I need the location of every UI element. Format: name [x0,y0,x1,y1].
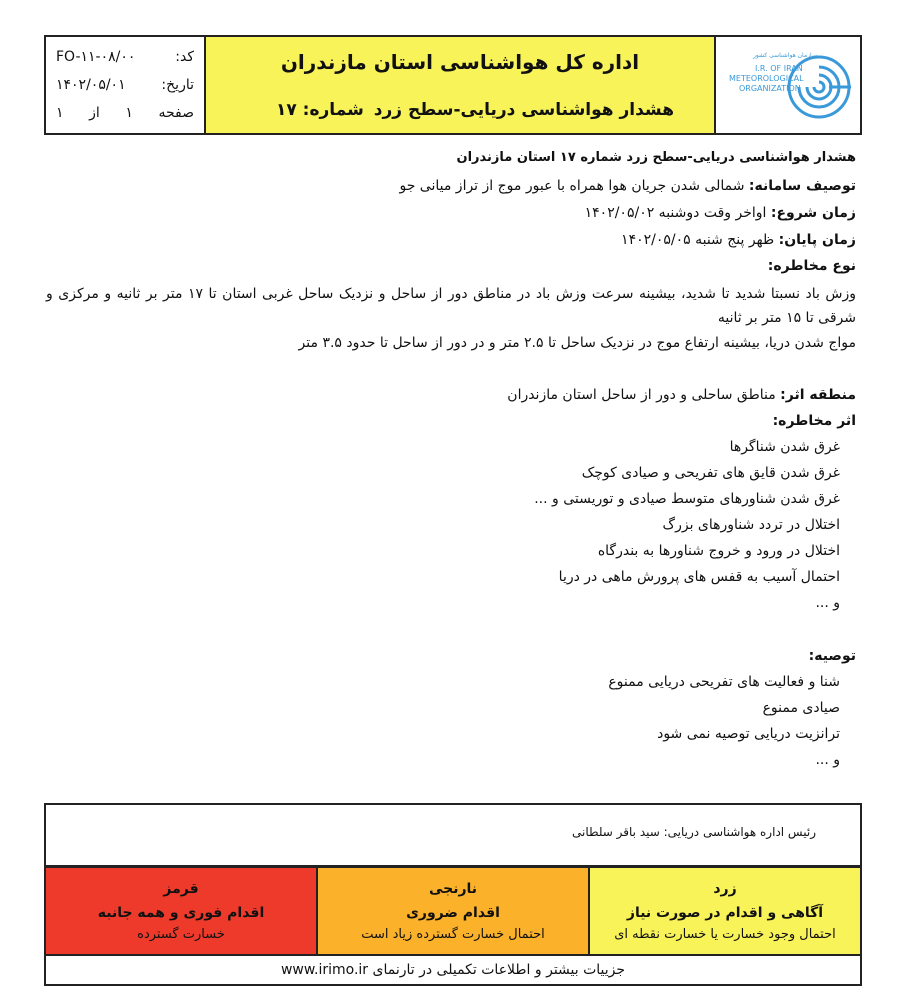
header-meta [46,37,206,133]
level-red [46,868,316,954]
effect-item: و ... [815,595,840,611]
level-yellow [588,868,860,954]
code-label: کد: [175,49,194,65]
end-time [621,232,856,248]
page-total: ۱ [56,105,64,121]
level-action: آگاهی و اقدام در صورت نیاز [626,904,824,921]
advice-item: صیادی ممنوع [762,700,840,716]
organization-title: اداره کل هواشناسی استان مازندران [280,50,640,74]
document-header [44,35,862,135]
system-value: شمالی شدن جریان هوا همراه با عبور موج از تراز میانی جو [399,178,749,194]
level-action: اقدام فوری و همه جانبه [97,904,265,921]
start-label: زمان شروع: [770,205,856,221]
warning-subtitle: هشدار هواشناسی دریایی-سطح زرد [373,100,674,120]
effects-label: اثر مخاطره: [772,413,856,429]
page-label: صفحه [158,105,194,121]
level-action: اقدام ضروری [406,904,500,921]
advice-item: ترانزیت دریایی توصیه نمی شود [657,726,840,742]
footer-website-note: جزییات بیشتر و اطلاعات تکمیلی در تارنمای www.irimo.ir [44,956,862,986]
level-name: قرمز [163,880,199,897]
warning-heading: هشدار هواشناسی دریایی-سطح زرد شماره ۱۷ استان مازندران [456,150,856,165]
effect-item: اختلال در ورود و خروج شناورها به بندرگاه [597,543,840,559]
date-row [56,71,194,99]
header-title-block [206,37,714,133]
system-label: توصیف سامانه: [748,178,856,194]
signature-text: رئیس اداره هواشناسی دریایی: سید باقر سلطانی [571,825,816,839]
area-value: مناطق ساحلی و دور از ساحل استان مازندران [507,387,781,403]
effect-item: غرق شدن قایق های تفریحی و صیادی کوچک [581,465,840,481]
impact-area [507,387,856,403]
warning-levels-legend [44,866,862,956]
effect-item: غرق شدن شناگرها [729,439,840,455]
system-description [399,178,856,194]
warning-number: شماره: ۱۷ [276,100,364,120]
page-num: ۱ [125,105,133,121]
effect-item: احتمال آسیب به قفس های پرورش ماهی در دریا [558,569,840,585]
effect-item: غرق شدن شناورهای متوسط صیادی و توریستی و ... [534,491,840,507]
logo-icon [725,45,851,125]
advice-label: توصیه: [808,648,856,664]
level-name: نارنجی [428,880,478,897]
logo-text-2: I.R. OF IRAN [755,64,803,73]
end-value: ظهر پنج شنبه ۱۴۰۲/۰۵/۰۵ [621,232,779,248]
advice-item: و ... [815,752,840,768]
hazard-type-label: نوع مخاطره: [767,258,856,274]
warning-subtitle-row [206,87,714,133]
code-value: FO-۱۱-۰۸/۰۰ [56,49,136,65]
hazard-wave-text: مواج شدن دریا، بیشینه ارتفاع موج در نزدیک ساحل تا ۲.۵ متر و در دور از ساحل تا حدود ۳.۵ متر [298,335,856,351]
advice-item: شنا و فعالیت های تفریحی دریایی ممنوع [608,674,840,690]
effect-item: اختلال در تردد شناورهای بزرگ [662,517,840,533]
date-value: ۱۴۰۲/۰۵/۰۱ [56,77,126,93]
level-description: احتمال وجود خسارت یا خسارت نقطه ای [614,926,836,942]
code-row [56,43,194,71]
logo-text-3: METEOROLOGICAL [729,74,804,83]
page-row [56,99,194,127]
end-label: زمان پایان: [778,232,856,248]
start-time [585,205,856,221]
area-label: منطقه اثر: [780,387,856,403]
irimo-logo [714,37,860,133]
level-name: زرد [713,880,737,897]
level-description: خسارت گسترده [137,926,225,942]
level-description: احتمال خسارت گسترده زیاد است [361,926,545,942]
hazard-wind-text: وزش باد نسبتا شدید تا شدید، بیشینه سرعت وزش باد در مناطق دور از ساحل و نزدیک ساحل غربی استان تا ۱۷ متر بر ثانیه و مرکزی و شرقی تا ۱۵ متر بر ثانیه [46,286,856,326]
level-orange [316,868,588,954]
logo-text-1: سازمان هواشناسی کشور [753,52,817,59]
logo-text-4: ORGANIZATION [739,84,801,93]
signature-box [44,803,862,867]
date-label: تاریخ: [161,77,194,93]
page-of: از [89,105,100,121]
start-value: اواخر وقت دوشنبه ۱۴۰۲/۰۵/۰۲ [584,205,771,221]
